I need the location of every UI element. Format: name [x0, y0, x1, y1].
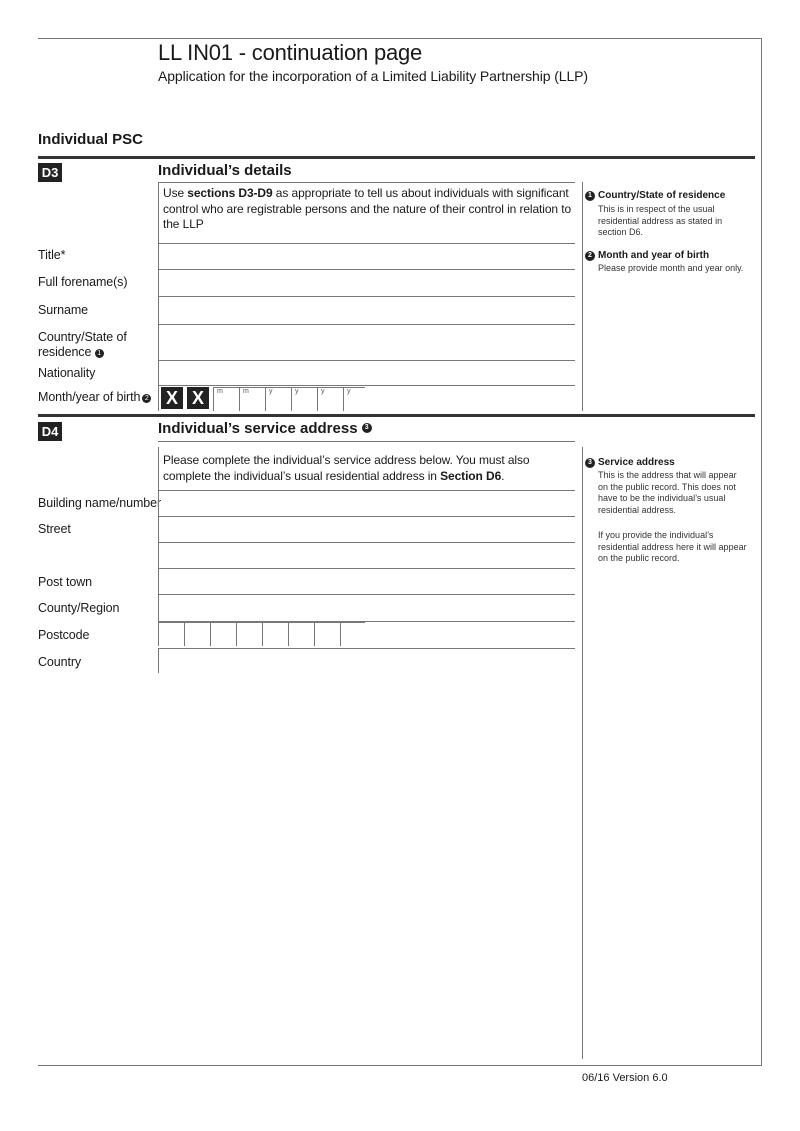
dob-day-box-1: X	[161, 387, 183, 409]
ref-1-icon: 1	[95, 349, 104, 358]
d3-intro-text: Use sections D3-D9 as appropriate to tell us about individuals with significant control who are registrable persons and the nature of their control in relation to the LLP	[163, 186, 572, 231]
postcode-box-8[interactable]	[340, 622, 362, 646]
postcode-box-3[interactable]	[210, 622, 232, 646]
postcode-box-7[interactable]	[314, 622, 336, 646]
d4-intro-text: Please complete the individual’s service address below. You must also complete the individual’s usual residential address in Section D6.	[163, 453, 530, 483]
help-service-title: 3 Service address	[585, 457, 675, 468]
county-label: County/Region	[38, 601, 120, 615]
page-subtitle: Application for the incorporation of a Limited Liability Partnership (LLP)	[158, 68, 588, 84]
title-label: Title*	[38, 248, 66, 262]
bottom-border	[38, 1065, 762, 1066]
postcode-row-bottom	[158, 648, 575, 649]
post-town-field[interactable]	[158, 569, 575, 595]
dob-month-box-1[interactable]: m	[213, 387, 235, 411]
top-border	[38, 38, 762, 39]
dob-leftline	[158, 386, 159, 411]
postcode-box-6[interactable]	[288, 622, 310, 646]
d3-divider	[38, 156, 755, 159]
ref-3-icon: 3	[362, 423, 372, 433]
d4-title: Individual’s service address 3	[158, 420, 375, 437]
postcode-label: Postcode	[38, 628, 90, 642]
postcode-box-4[interactable]	[236, 622, 258, 646]
d3-badge: D3	[38, 163, 62, 182]
help-dob-title: 2 Month and year of birth	[585, 250, 709, 261]
ref-2-icon: 2	[142, 394, 151, 403]
psc-heading: Individual PSC	[38, 131, 144, 148]
d4-help-divider	[582, 447, 583, 1059]
footer-version: 06/16 Version 6.0	[582, 1072, 668, 1084]
post-town-label: Post town	[38, 575, 92, 589]
street-field-2[interactable]	[158, 543, 575, 569]
nationality-label: Nationality	[38, 366, 96, 380]
building-label: Building name/number	[38, 496, 162, 510]
d4-intro-leftline	[158, 447, 159, 491]
street-field-1[interactable]	[158, 517, 575, 543]
d3-help-divider	[582, 182, 583, 411]
country-field[interactable]	[158, 649, 159, 673]
d3-title: Individual’s details	[158, 162, 292, 179]
postcode-boxes-top	[158, 622, 365, 623]
country-residence-label: Country/State of residence 1	[38, 330, 127, 359]
d4-divider	[38, 414, 755, 417]
surname-label: Surname	[38, 303, 89, 317]
dob-year-box-4[interactable]: y	[343, 387, 365, 411]
help-service-body-2: If you provide the individual’s residential address here it will appear on the public record.	[598, 530, 747, 563]
help-country-title: 1 Country/State of residence	[585, 190, 725, 201]
d3-intro-leftline	[158, 182, 159, 244]
help-service-body-1: This is the address that will appear on the public record. This does not have to be the individual’s usual residential address.	[598, 470, 737, 515]
forenames-field[interactable]	[158, 270, 575, 297]
dob-boxes-top	[213, 387, 365, 388]
forenames-label: Full forename(s)	[38, 275, 128, 289]
help-3-icon: 3	[585, 458, 595, 468]
postcode-box-2[interactable]	[184, 622, 206, 646]
country-label: Country	[38, 655, 82, 669]
postcode-box-1[interactable]	[158, 622, 180, 646]
dob-year-box-3[interactable]: y	[317, 387, 339, 411]
nationality-field[interactable]	[158, 361, 575, 386]
street-label: Street	[38, 522, 71, 536]
title-field[interactable]	[158, 244, 575, 270]
right-border	[761, 38, 762, 1066]
dob-label: Month/year of birth 2	[38, 390, 154, 405]
postcode-box-5[interactable]	[262, 622, 284, 646]
country-residence-field[interactable]	[158, 325, 575, 361]
dob-month-box-2[interactable]: m	[239, 387, 261, 411]
help-2-icon: 2	[585, 251, 595, 261]
building-field[interactable]	[158, 491, 575, 517]
d4-title-underline	[158, 441, 575, 442]
dob-day-box-2: X	[187, 387, 209, 409]
dob-year-box-2[interactable]: y	[291, 387, 313, 411]
help-1-icon: 1	[585, 191, 595, 201]
county-field[interactable]	[158, 595, 575, 622]
surname-field[interactable]	[158, 297, 575, 325]
d4-badge: D4	[38, 422, 62, 441]
dob-year-box-1[interactable]: y	[265, 387, 287, 411]
d3-title-underline	[158, 182, 575, 183]
page-title: LL IN01 - continuation page	[158, 40, 423, 65]
help-country-body: This is in respect of the usual residential address as stated in section D6.	[598, 204, 723, 237]
help-dob-body: Please provide month and year only.	[598, 263, 744, 273]
